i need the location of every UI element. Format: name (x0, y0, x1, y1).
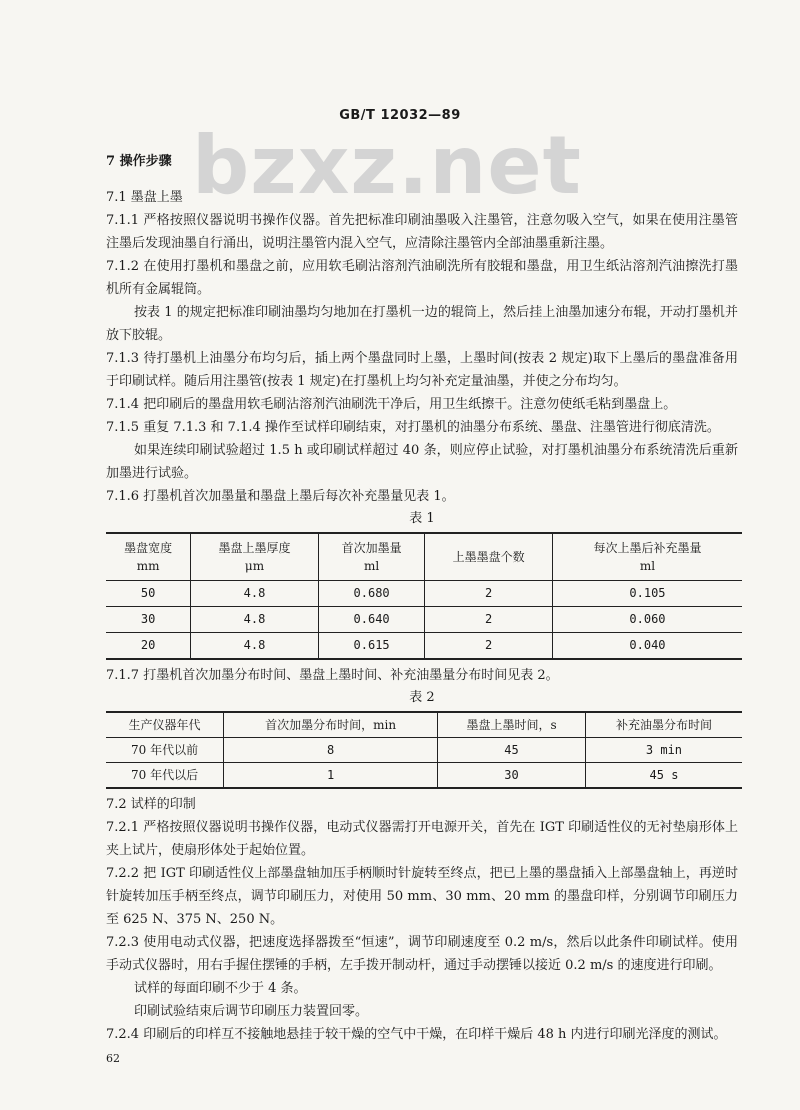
table-1-caption: 表 1 (409, 511, 435, 526)
table-cell: 2 (425, 633, 553, 660)
table-cell: 30 (106, 607, 191, 633)
page-number: 62 (106, 1052, 120, 1065)
table-cell: 0.640 (318, 607, 425, 633)
paragraph-7-1-3: 7.1.3 待打墨机上油墨分布均匀后，插上两个墨盘同时上墨，上墨时间(按表 2 规定)取下上墨后的墨盘准备用于印刷试样。随后用注墨管(按表 1 规定)在打墨机上均匀补充定量油墨，并使之分布均匀。 (106, 351, 738, 389)
table-cell: 4.8 (191, 607, 319, 633)
table-cell: 0.060 (552, 607, 742, 633)
table-cell: 50 (106, 581, 191, 607)
table-cell: 4.8 (191, 581, 319, 607)
paragraph-7-2-2: 7.2.2 把 IGT 印刷适性仪上部墨盘轴加压手柄顺时针旋转至终点，把已上墨的墨盘插入上部墨盘轴上，再逆时针旋转加压手柄至终点，调节印刷压力，对使用 50 mm、30 mm、20 mm 的墨盘印样，分别调节印刷压力至 625 N、375 N、250 N。 (106, 866, 738, 927)
table-cell: 45 s (585, 763, 742, 789)
table-2-caption: 表 2 (409, 690, 435, 705)
table-1-header-cell: 墨盘宽度 mm (106, 533, 191, 581)
table-cell: 70 年代以前 (106, 738, 224, 763)
table-cell: 0.680 (318, 581, 425, 607)
table-1-header-row (106, 533, 742, 581)
paragraph-7-1-7: 7.1.7 打墨机首次加墨分布时间、墨盘上墨时间、补充油墨量分布时间见表 2。 (106, 668, 559, 683)
section-7-title: 7 操作步骤 (106, 154, 172, 169)
table-row (106, 763, 742, 789)
paragraph-7-1-2-cont: 按表 1 的规定把标准印刷油墨均匀地加在打墨机一边的辊筒上，然后挂上油墨加速分布辊，开动打墨机并放下胶辊。 (106, 305, 738, 343)
table-cell: 70 年代以后 (106, 763, 224, 789)
table-cell: 30 (438, 763, 586, 789)
table-1 (106, 532, 742, 660)
table-1-header-cell: 每次上墨后补充墨量 ml (552, 533, 742, 581)
table-cell: 4.8 (191, 633, 319, 660)
paragraph-7-2-4: 7.2.4 印刷后的印样互不接触地悬挂于较干燥的空气中干燥，在印样干燥后 48 h 内进行印刷光泽度的测试。 (106, 1027, 727, 1042)
table-row (106, 607, 742, 633)
table-cell: 1 (224, 763, 438, 789)
paragraph-7-1-4: 7.1.4 把印刷后的墨盘用软毛刷沾溶剂汽油刷洗干净后，用卫生纸擦干。注意勿使纸毛粘到墨盘上。 (106, 397, 677, 412)
table-2 (106, 711, 742, 789)
paragraph-7-1-5-cont: 如果连续印刷试验超过 1.5 h 或印刷试样超过 40 条，则应停止试验，对打墨机油墨分布系统清洗后重新加墨进行试验。 (106, 443, 738, 481)
table-cell: 0.615 (318, 633, 425, 660)
table-row (106, 738, 742, 763)
page-header: GB/T 12032—89 (339, 108, 461, 123)
section-7-1-title: 7.1 墨盘上墨 (106, 190, 183, 205)
table-2-header-row (106, 712, 742, 738)
table-2-header-cell: 生产仪器年代 (106, 712, 224, 738)
paragraph-7-2-3-cont: 试样的每面印刷不少于 4 条。 (134, 981, 307, 996)
table-cell: 2 (425, 581, 553, 607)
table-1-header-cell: 墨盘上墨厚度 μm (191, 533, 319, 581)
table-cell: 0.040 (552, 633, 742, 660)
paragraph-7-1-6: 7.1.6 打墨机首次加墨量和墨盘上墨后每次补充墨量见表 1。 (106, 489, 455, 504)
table-cell: 45 (438, 738, 586, 763)
table-cell: 3 min (585, 738, 742, 763)
table-cell: 2 (425, 607, 553, 633)
table-cell: 8 (224, 738, 438, 763)
paragraph-7-2-3-cont2: 印刷试验结束后调节印刷压力装置回零。 (134, 1004, 369, 1019)
table-cell: 20 (106, 633, 191, 660)
paragraph-7-2-3: 7.2.3 使用电动式仪器，把速度选择器拨至“恒速”，调节印刷速度至 0.2 m/s，然后以此条件印刷试样。使用手动式仪器时，用右手握住摆锤的手柄，左手拨开制动杆，通过手动摆锤以接近 0.2 m/s 的速度进行印刷。 (106, 935, 738, 973)
table-1-header-cell: 首次加墨量 ml (318, 533, 425, 581)
table-2-header-cell: 墨盘上墨时间，s (438, 712, 586, 738)
table-1-header-cell: 上墨墨盘个数 (425, 533, 553, 581)
table-2-header-cell: 首次加墨分布时间，min (224, 712, 438, 738)
page-content (106, 150, 738, 1046)
paragraph-7-1-2: 7.1.2 在使用打墨机和墨盘之前，应用软毛刷沾溶剂汽油刷洗所有胶辊和墨盘，用卫生纸沾溶剂汽油擦洗打墨机所有金属辊筒。 (106, 259, 738, 297)
paragraph-7-1-1: 7.1.1 严格按照仪器说明书操作仪器。首先把标准印刷油墨吸入注墨管，注意勿吸入空气，如果在使用注墨管注墨后发现油墨自行涌出，说明注墨管内混入空气，应清除注墨管内全部油墨重新注墨。 (106, 213, 738, 251)
table-row (106, 581, 742, 607)
section-7-2-title: 7.2 试样的印制 (106, 797, 196, 812)
paragraph-7-2-1: 7.2.1 严格按照仪器说明书操作仪器，电动式仪器需打开电源开关，首先在 IGT 印刷适性仪的无衬垫扇形体上夹上试片，使扇形体处于起始位置。 (106, 820, 738, 858)
paragraph-7-1-5: 7.1.5 重复 7.1.3 和 7.1.4 操作至试样印刷结束，对打墨机的油墨分布系统、墨盘、注墨管进行彻底清洗。 (106, 420, 720, 435)
table-row (106, 633, 742, 660)
table-2-header-cell: 补充油墨分布时间 (585, 712, 742, 738)
watermark: bzxz.net (192, 119, 582, 212)
table-cell: 0.105 (552, 581, 742, 607)
